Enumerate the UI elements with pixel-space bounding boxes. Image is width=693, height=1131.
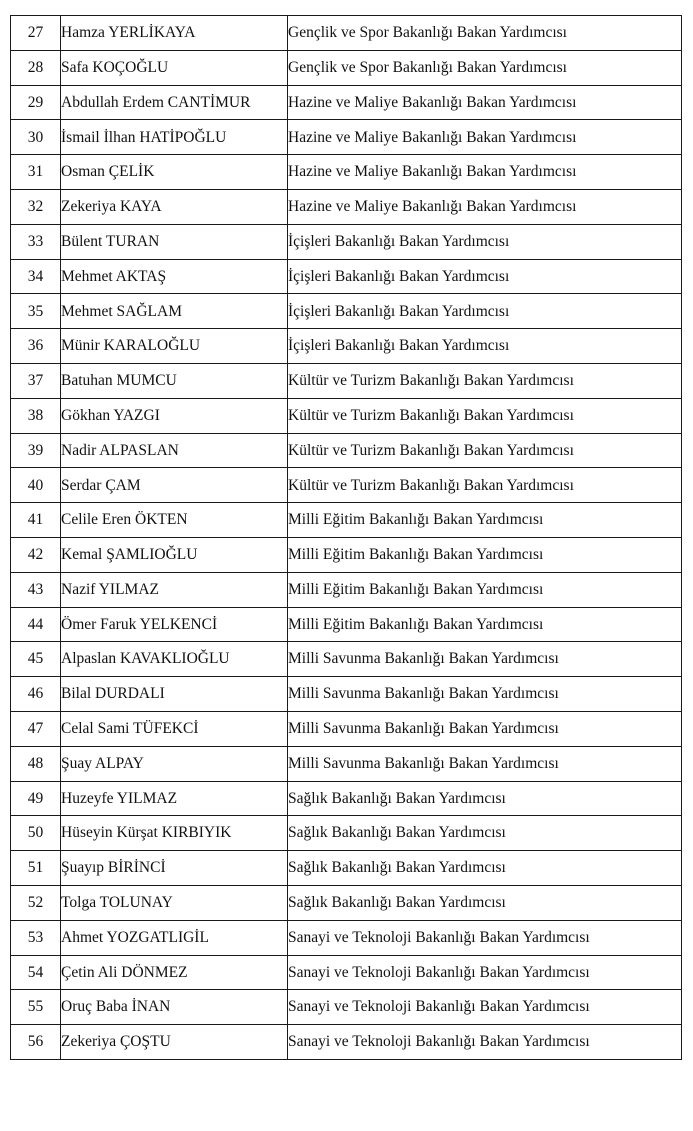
position-title: Gençlik ve Spor Bakanlığı Bakan Yardımcısı	[288, 16, 682, 51]
row-number: 39	[11, 433, 61, 468]
person-name: Münir KARALOĞLU	[61, 329, 288, 364]
person-name: Mehmet AKTAŞ	[61, 259, 288, 294]
row-number: 52	[11, 885, 61, 920]
table-row	[11, 955, 682, 990]
table-row	[11, 990, 682, 1025]
table-row	[11, 294, 682, 329]
row-number: 49	[11, 781, 61, 816]
table-row	[11, 781, 682, 816]
table-row	[11, 920, 682, 955]
position-title: Milli Eğitim Bakanlığı Bakan Yardımcısı	[288, 503, 682, 538]
person-name: Abdullah Erdem CANTİMUR	[61, 85, 288, 120]
person-name: Celile Eren ÖKTEN	[61, 503, 288, 538]
table-row	[11, 503, 682, 538]
person-name: Nadir ALPASLAN	[61, 433, 288, 468]
row-number: 31	[11, 155, 61, 190]
row-number: 33	[11, 224, 61, 259]
row-number: 35	[11, 294, 61, 329]
person-name: Kemal ŞAMLIOĞLU	[61, 537, 288, 572]
position-title: Sanayi ve Teknoloji Bakanlığı Bakan Yardımcısı	[288, 990, 682, 1025]
position-title: Sağlık Bakanlığı Bakan Yardımcısı	[288, 851, 682, 886]
document-page	[10, 15, 682, 1060]
table-row	[11, 677, 682, 712]
position-title: Hazine ve Maliye Bakanlığı Bakan Yardımcısı	[288, 85, 682, 120]
position-title: Hazine ve Maliye Bakanlığı Bakan Yardımcısı	[288, 189, 682, 224]
person-name: Çetin Ali DÖNMEZ	[61, 955, 288, 990]
row-number: 28	[11, 50, 61, 85]
table-row	[11, 259, 682, 294]
position-title: Kültür ve Turizm Bakanlığı Bakan Yardımcısı	[288, 468, 682, 503]
person-name: Oruç Baba İNAN	[61, 990, 288, 1025]
person-name: Mehmet SAĞLAM	[61, 294, 288, 329]
row-number: 30	[11, 120, 61, 155]
position-title: Sağlık Bakanlığı Bakan Yardımcısı	[288, 816, 682, 851]
table-row	[11, 607, 682, 642]
position-title: İçişleri Bakanlığı Bakan Yardımcısı	[288, 224, 682, 259]
row-number: 34	[11, 259, 61, 294]
position-title: Milli Eğitim Bakanlığı Bakan Yardımcısı	[288, 572, 682, 607]
table-row	[11, 642, 682, 677]
table-row	[11, 885, 682, 920]
position-title: Milli Eğitim Bakanlığı Bakan Yardımcısı	[288, 607, 682, 642]
table-row	[11, 816, 682, 851]
position-title: Hazine ve Maliye Bakanlığı Bakan Yardımcısı	[288, 120, 682, 155]
row-number: 41	[11, 503, 61, 538]
person-name: Bülent TURAN	[61, 224, 288, 259]
person-name: Ömer Faruk YELKENCİ	[61, 607, 288, 642]
row-number: 45	[11, 642, 61, 677]
table-row	[11, 155, 682, 190]
position-title: Sanayi ve Teknoloji Bakanlığı Bakan Yardımcısı	[288, 955, 682, 990]
table-row	[11, 433, 682, 468]
position-title: Sağlık Bakanlığı Bakan Yardımcısı	[288, 781, 682, 816]
row-number: 29	[11, 85, 61, 120]
position-title: Milli Savunma Bakanlığı Bakan Yardımcısı	[288, 746, 682, 781]
position-title: İçişleri Bakanlığı Bakan Yardımcısı	[288, 294, 682, 329]
row-number: 56	[11, 1025, 61, 1060]
person-name: Tolga TOLUNAY	[61, 885, 288, 920]
position-title: Milli Savunma Bakanlığı Bakan Yardımcısı	[288, 642, 682, 677]
table-row	[11, 1025, 682, 1060]
person-name: Serdar ÇAM	[61, 468, 288, 503]
table-row	[11, 746, 682, 781]
table-row	[11, 537, 682, 572]
position-title: Milli Eğitim Bakanlığı Bakan Yardımcısı	[288, 537, 682, 572]
position-title: İçişleri Bakanlığı Bakan Yardımcısı	[288, 259, 682, 294]
person-name: Gökhan YAZGI	[61, 398, 288, 433]
position-title: Milli Savunma Bakanlığı Bakan Yardımcısı	[288, 711, 682, 746]
table-row	[11, 363, 682, 398]
row-number: 48	[11, 746, 61, 781]
row-number: 37	[11, 363, 61, 398]
table-row	[11, 224, 682, 259]
person-name: Nazif YILMAZ	[61, 572, 288, 607]
deputy-ministers-table	[10, 15, 682, 1060]
row-number: 46	[11, 677, 61, 712]
table-row	[11, 16, 682, 51]
table-row	[11, 120, 682, 155]
person-name: Şuay ALPAY	[61, 746, 288, 781]
row-number: 42	[11, 537, 61, 572]
position-title: Kültür ve Turizm Bakanlığı Bakan Yardımcısı	[288, 433, 682, 468]
person-name: Hüseyin Kürşat KIRBIYIK	[61, 816, 288, 851]
person-name: Şuayıp BİRİNCİ	[61, 851, 288, 886]
table-row	[11, 711, 682, 746]
table-row	[11, 329, 682, 364]
table-row	[11, 398, 682, 433]
person-name: Zekeriya ÇOŞTU	[61, 1025, 288, 1060]
row-number: 51	[11, 851, 61, 886]
row-number: 47	[11, 711, 61, 746]
person-name: Safa KOÇOĞLU	[61, 50, 288, 85]
person-name: Osman ÇELİK	[61, 155, 288, 190]
row-number: 50	[11, 816, 61, 851]
position-title: Kültür ve Turizm Bakanlığı Bakan Yardımcısı	[288, 363, 682, 398]
table-row	[11, 85, 682, 120]
table-row	[11, 851, 682, 886]
person-name: Bilal DURDALI	[61, 677, 288, 712]
person-name: Alpaslan KAVAKLIOĞLU	[61, 642, 288, 677]
position-title: Sanayi ve Teknoloji Bakanlığı Bakan Yardımcısı	[288, 920, 682, 955]
row-number: 27	[11, 16, 61, 51]
position-title: Gençlik ve Spor Bakanlığı Bakan Yardımcısı	[288, 50, 682, 85]
table-body	[11, 16, 682, 1060]
person-name: Zekeriya KAYA	[61, 189, 288, 224]
table-row	[11, 50, 682, 85]
position-title: Hazine ve Maliye Bakanlığı Bakan Yardımcısı	[288, 155, 682, 190]
table-row	[11, 189, 682, 224]
row-number: 32	[11, 189, 61, 224]
position-title: İçişleri Bakanlığı Bakan Yardımcısı	[288, 329, 682, 364]
position-title: Sağlık Bakanlığı Bakan Yardımcısı	[288, 885, 682, 920]
person-name: Batuhan MUMCU	[61, 363, 288, 398]
person-name: Ahmet YOZGATLIGİL	[61, 920, 288, 955]
person-name: İsmail İlhan HATİPOĞLU	[61, 120, 288, 155]
position-title: Kültür ve Turizm Bakanlığı Bakan Yardımcısı	[288, 398, 682, 433]
table-row	[11, 572, 682, 607]
table-row	[11, 468, 682, 503]
row-number: 40	[11, 468, 61, 503]
row-number: 44	[11, 607, 61, 642]
row-number: 53	[11, 920, 61, 955]
person-name: Huzeyfe YILMAZ	[61, 781, 288, 816]
row-number: 38	[11, 398, 61, 433]
row-number: 43	[11, 572, 61, 607]
row-number: 36	[11, 329, 61, 364]
person-name: Hamza YERLİKAYA	[61, 16, 288, 51]
position-title: Milli Savunma Bakanlığı Bakan Yardımcısı	[288, 677, 682, 712]
row-number: 54	[11, 955, 61, 990]
row-number: 55	[11, 990, 61, 1025]
person-name: Celal Sami TÜFEKCİ	[61, 711, 288, 746]
position-title: Sanayi ve Teknoloji Bakanlığı Bakan Yardımcısı	[288, 1025, 682, 1060]
